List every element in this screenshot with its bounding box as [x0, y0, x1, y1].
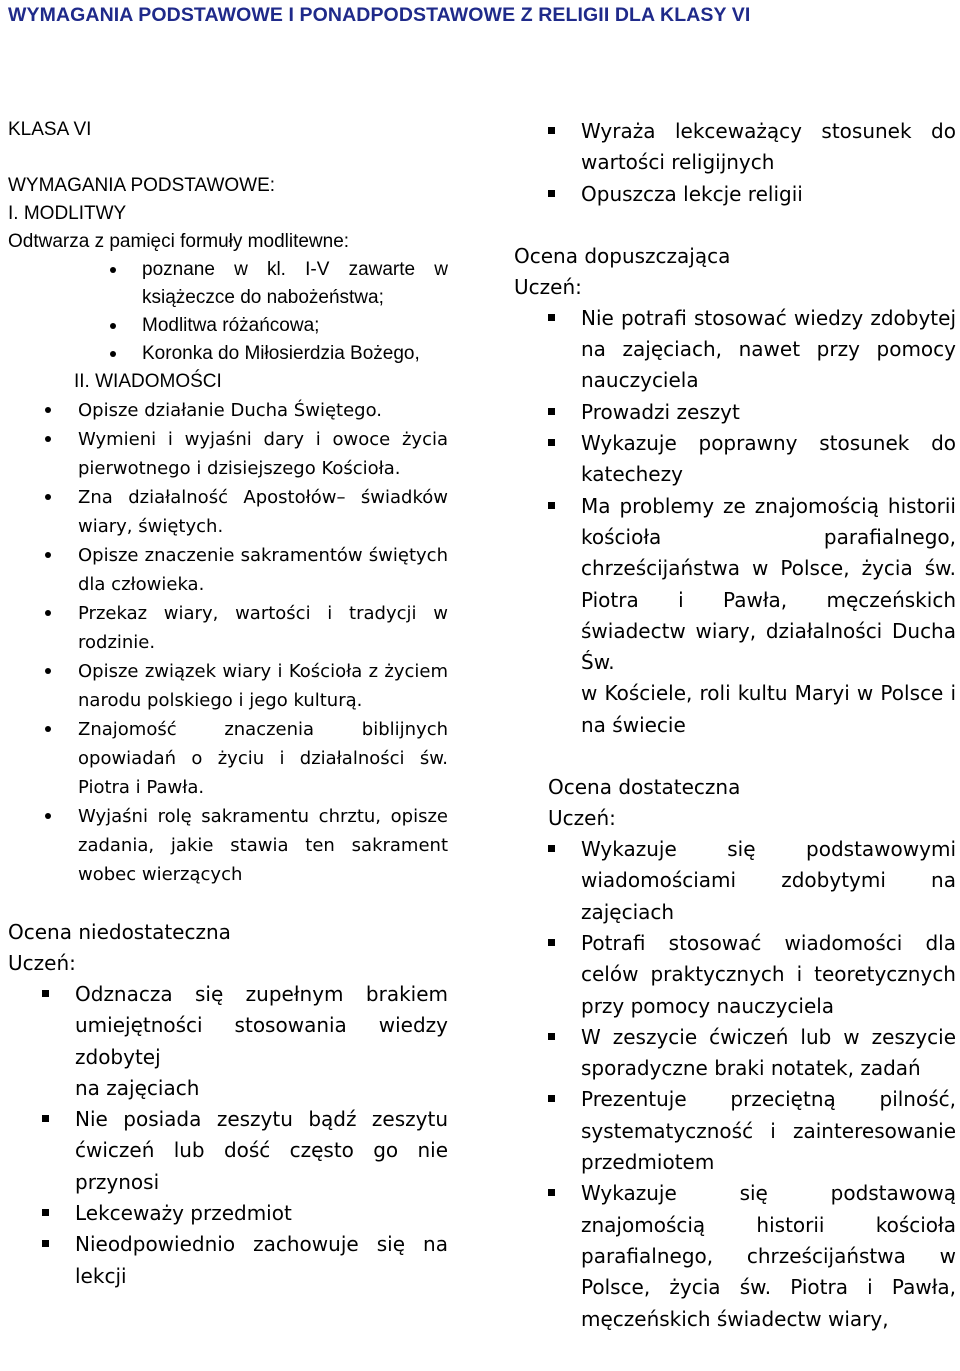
list-item-continuation: w Kościele, roli kultu Maryi w Polsce i na świecie: [581, 681, 956, 737]
section-knowledge-heading: II. WIADOMOŚCI: [74, 371, 222, 392]
class-heading: KLASA VI: [8, 119, 92, 140]
list-item: Opisze znaczenie sakramentów świętych dla człowieka.: [8, 541, 448, 599]
list-item: W zeszycie ćwiczeń lub w zeszycie sporadyczne braki notatek, zadań: [514, 1022, 956, 1085]
grade-insufficient-heading: Ocena niedostateczna: [8, 920, 231, 944]
list-item: Lekceważy przedmiot: [8, 1198, 448, 1229]
list-item: Prezentuje przeciętną pilność, systematyczność i zainteresowanie przedmiotem: [514, 1084, 956, 1178]
list-item: Koronka do Miłosierdzia Bożego,: [8, 340, 448, 368]
requirements-heading: WYMAGANIA PODSTAWOWE:: [8, 175, 276, 196]
list-item: Potrafi stosować wiadomości dla celów praktycznych i teoretycznych przy pomocy nauczyciela: [514, 928, 956, 1022]
grade-satisfactory-student: Uczeń:: [548, 806, 616, 831]
list-item: Nieodpowiednio zachowuje się na lekcji: [8, 1229, 448, 1292]
list-item: Nie potrafi stosować wiedzy zdobytej na zajęciach, nawet przy pomocy nauczyciela: [514, 303, 956, 397]
list-item: Wykazuje poprawny stosunek do katechezy: [514, 428, 956, 491]
list-item: Zna działalność Apostołów– świadków wiary, świętych.: [8, 483, 448, 541]
continued-list: [514, 116, 956, 210]
section-prayers-heading: I. MODLITWY: [8, 203, 127, 224]
list-item: Nie posiada zeszytu bądź zeszytu ćwiczeń lub dość często go nie przynosi: [8, 1104, 448, 1198]
prayers-list: [8, 256, 448, 368]
document-title: WYMAGANIA PODSTAWOWE I PONADPODSTAWOWE Z RELIGII DLA KLASY VI: [8, 4, 751, 26]
list-item: Wykazuje się podstawowymi wiadomościami zdobytymi na zajęciach: [514, 834, 956, 928]
list-item: Modlitwa różańcowa;: [8, 312, 448, 340]
list-item: Wykazuje się podstawową znajomością historii kościoła parafialnego, chrześcijaństwa w Polsce, życia św. Piotra i Pawła, męczeńskich świadectw wiary,: [514, 1178, 956, 1334]
grade-sufficient-student: Uczeń:: [514, 274, 582, 299]
right-column: [514, 116, 956, 1335]
list-item: Odznacza się zupełnym brakiem umiejętności stosowania wiedzy zdobytej: [8, 979, 448, 1073]
list-item: Znajomość znaczenia biblijnych opowiadań o życiu i działalności św. Piotra i Pawła.: [8, 715, 448, 802]
grade-insufficient-student: Uczeń:: [8, 951, 76, 975]
list-item: poznane w kl. I-V zawarte w książeczce do nabożeństwa;: [8, 256, 448, 312]
list-item: Wymieni i wyjaśni dary i owoce życia pierwotnego i dzisiejszego Kościoła.: [8, 425, 448, 483]
grade-insufficient-list: [8, 979, 448, 1292]
grade-sufficient-heading: Ocena dopuszczająca: [514, 243, 731, 268]
list-item-continuation: na zajęciach: [75, 1075, 200, 1100]
list-item: Opuszcza lekcje religii: [514, 179, 956, 210]
left-column: [8, 116, 448, 1292]
grade-satisfactory-heading: Ocena dostateczna: [548, 775, 741, 800]
list-item: Ma problemy ze znajomością historii kościoła parafialnego, chrześcijaństwa w Polsce, życia św. Piotra i Pawła, męczeńskich świadectw wiary, działalności Ducha Św.: [514, 491, 956, 679]
grade-sufficient-list: [514, 303, 956, 741]
list-item: Opisze działanie Ducha Świętego.: [8, 396, 448, 425]
prayers-intro: Odtwarza z pamięci formuły modlitewne:: [8, 231, 350, 252]
list-item: Wyjaśni rolę sakramentu chrztu, opisze zadania, jakie stawia ten sakrament wobec wierzących: [8, 802, 448, 889]
list-item: Przekaz wiary, wartości i tradycji w rodzinie.: [8, 599, 448, 657]
knowledge-list: [8, 396, 448, 889]
grade-satisfactory-list: [514, 834, 956, 1335]
list-item: Opisze związek wiary i Kościoła z życiem narodu polskiego i jego kulturą.: [8, 657, 448, 715]
list-item: Wyraża lekceważący stosunek do wartości religijnych: [514, 116, 956, 179]
list-item: Prowadzi zeszyt: [514, 397, 956, 428]
